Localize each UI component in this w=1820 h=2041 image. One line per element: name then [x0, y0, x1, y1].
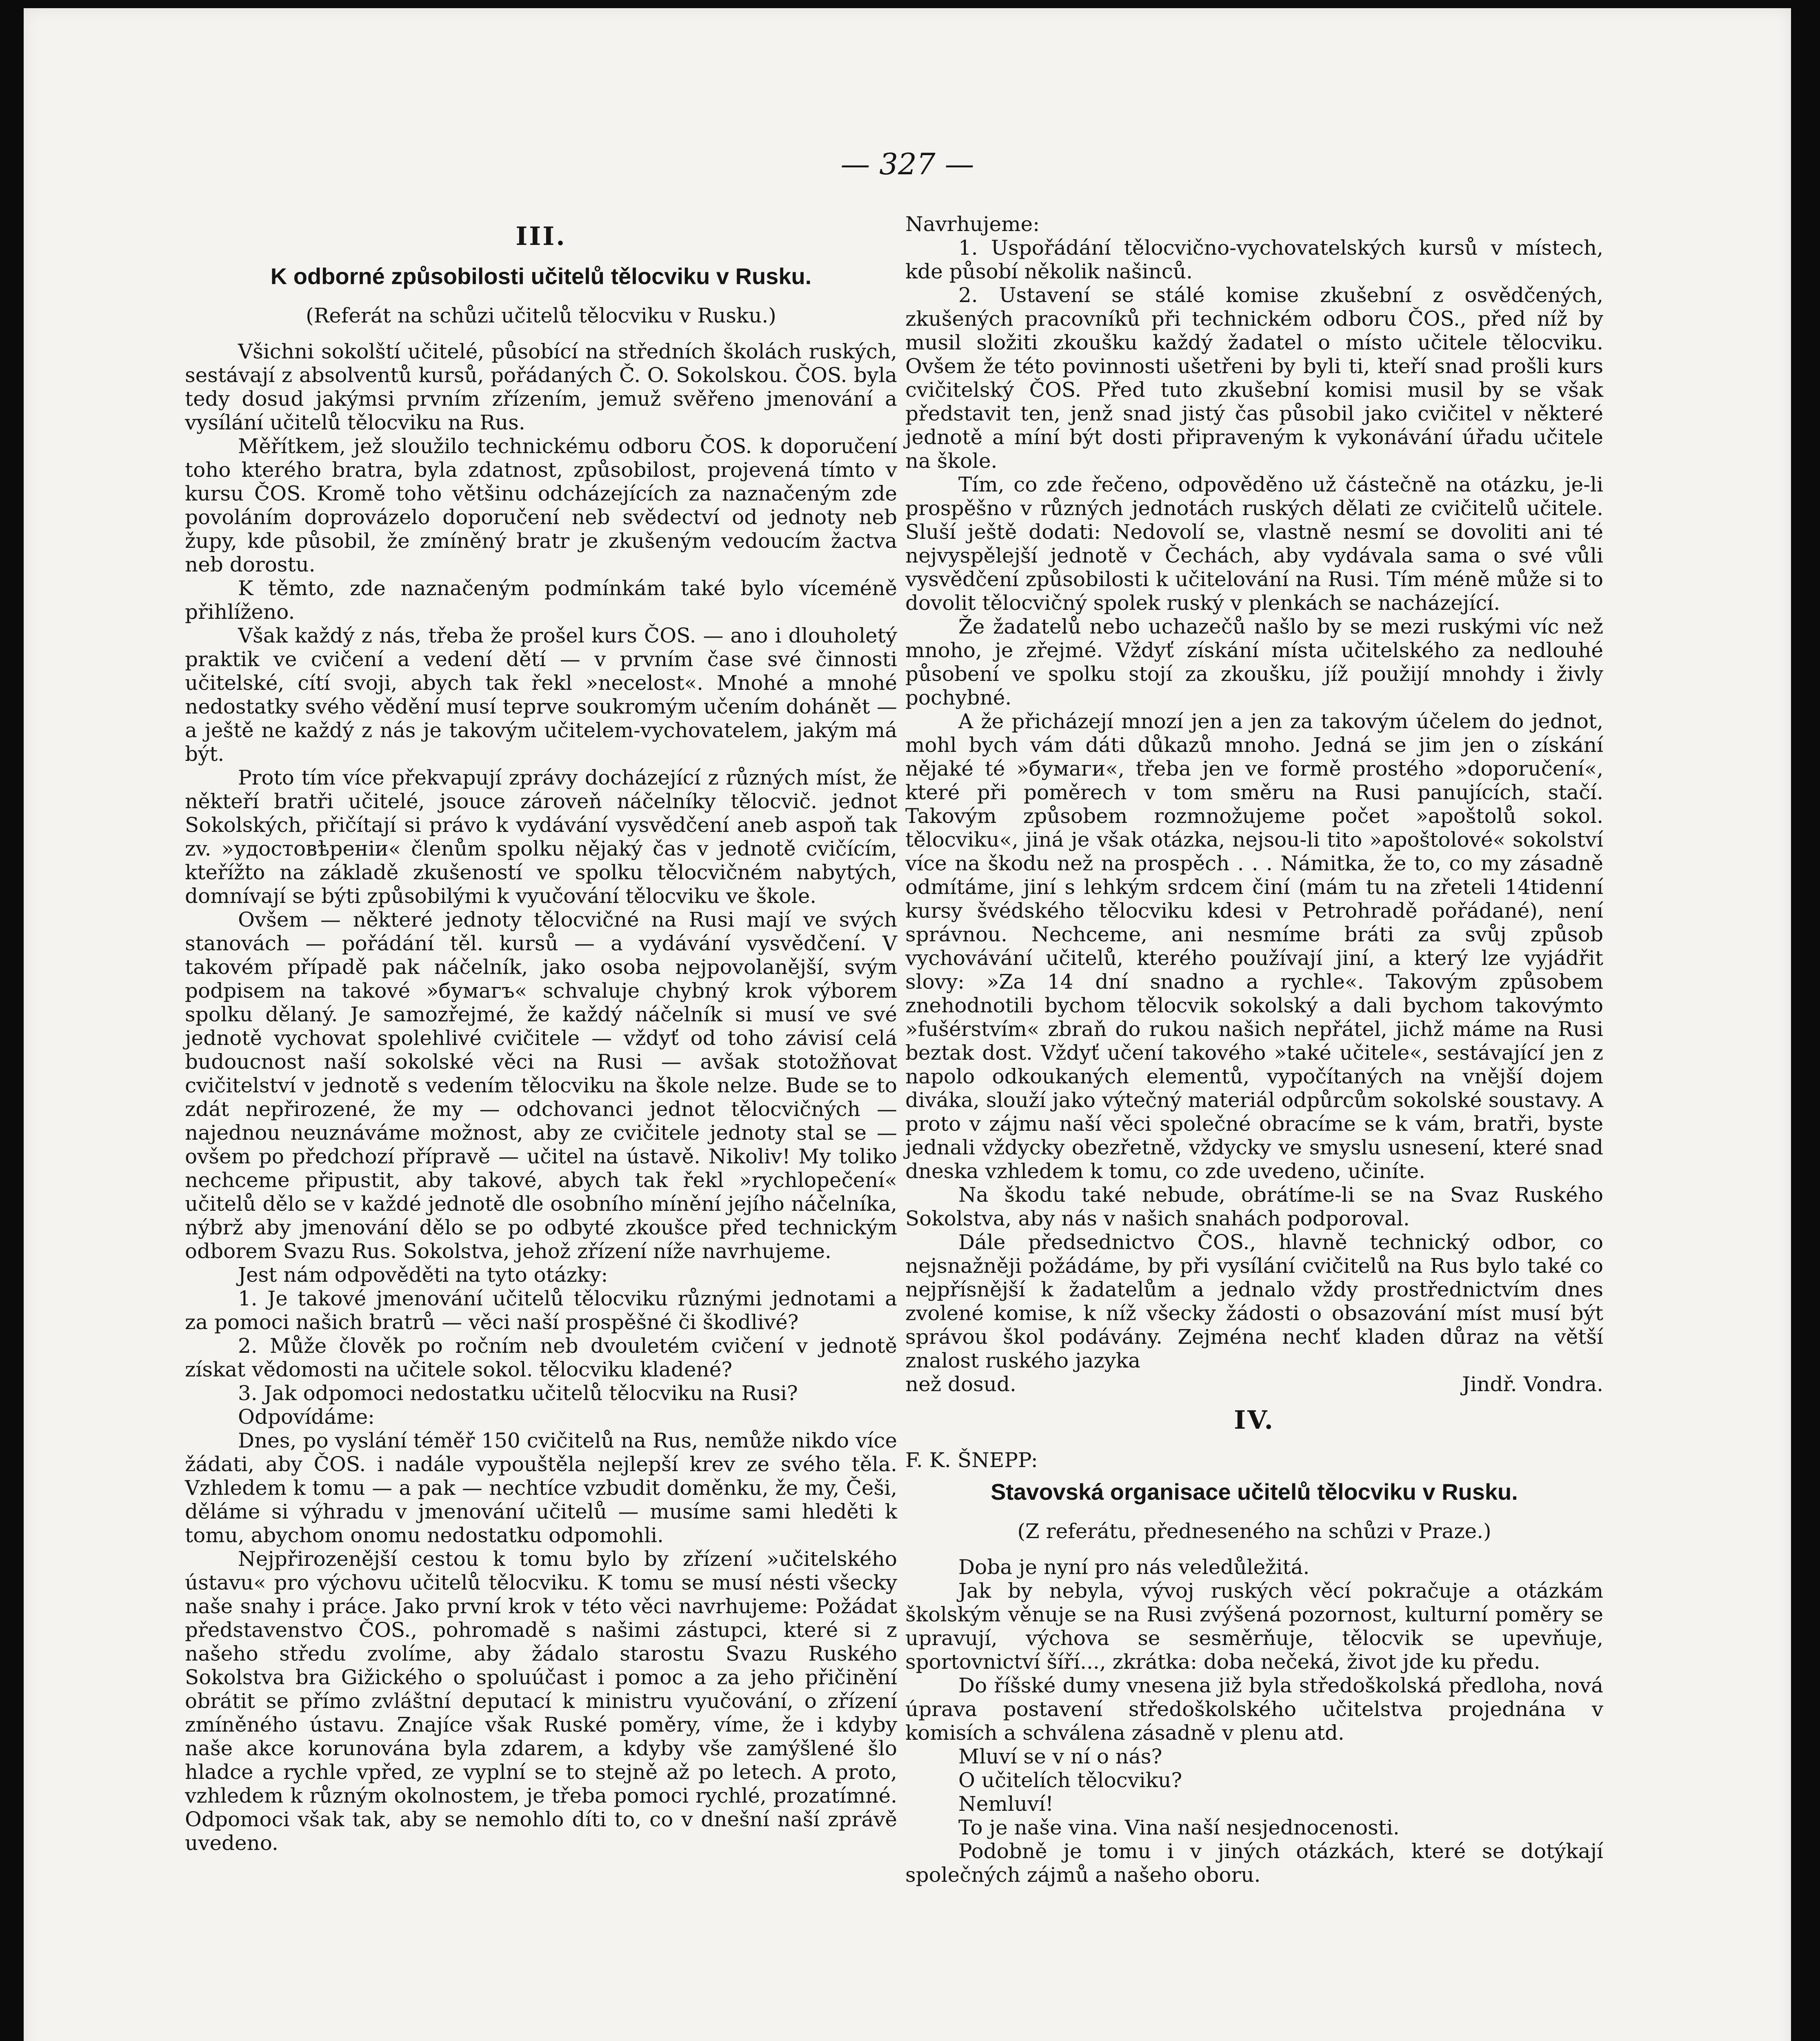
section-number-4: IV.: [1234, 1405, 1275, 1435]
paragraph: Do říšské dumy vnesena již byla středoškolská předloha, nová úprava postavení středoškolského učitelstva projednána v komisích a schválena zásadně v plenu atd.: [905, 1674, 1603, 1745]
paragraph: Jak by nebyla, vývoj ruských věcí pokračuje a otázkám školským věnuje se na Rusi zvýšená pozornost, kulturní poměry se upravují, výchova se sesměrňuje, tělocvik se upevňuje, sportovnictví šíří..., zkrátka: doba nečeká, život jde ku předu.: [905, 1579, 1603, 1674]
paragraph: A že přicházejí mnozí jen a jen za takovým účelem do jednot, mohl bych vám dáti důkazů mnoho. Jedná se jim jen o získání nějaké té »бумаги«, třeba jen ve formě prostého »doporučení«, které při poměrech v tom směru na Rusi panujících, stačí. Takovým způsobem rozmnožujeme počet »apoštolů sokol. tělocviku«, jiná je však otázka, nejsou-li tito »apoštolové« sokolství více na škodu než na prospěch . . . Námitka, že to, co my zásadně odmítáme, jiní s lehkým srdcem činí (mám tu na zřeteli 14tidenní kursy švédského tělocviku kdesi v Petrohradě pořádané), není správnou. Nechceme, ani nesmíme bráti za svůj způsob vychovávání učitelů, kterého používají jiní, a který lze vyjádřit slovy: »Za 14 dní snadno a rychle«. Takovým způsobem znehodnotili bychom tělocvik sokolský a dali bychom takovýmto »fušérstvím« zbraň do rukou našich nepřátel, jichž máme na Rusi beztak dost. Vždyť učení takového »také učitele«, sestávající jen z napolo odkoukaných elementů, vypočítaných na vnější dojem diváka, slouží jako výtečný materiál odpůrcům sokolské soustavy. A proto v zájmu naší věci společné obracíme se k vám, bratři, byste jednali vždycky obezřetně, vždycky ve smyslu usnesení, které snad dneska vzhledem k tomu, co zde uvedeno, učiníte.: [905, 709, 1603, 1183]
paragraph: Tím, co zde řečeno, odpověděno už částečně na otázku, je-li prospěšno v různých jednotách ruských dělati ze cvičitelů učitele. Sluší ještě dodati: Nedovolí se, vlastně nesmí se dovoliti ani té nejvyspělejší jednotě v Čechách, aby vydávala sama o své vůli vysvědčení způsobilosti k učitelování na Rusi. Tím méně může si to dovolit tělocvičný spolek ruský v plenkách se nacházející.: [905, 473, 1603, 615]
paragraph: Měřítkem, jež sloužilo technickému odboru ČOS. k doporučení toho kterého bratra, byla zdatnost, způsobilost, projevená tímto v kursu ČOS. Kromě toho většinu odcházejících za naznačeným zde povoláním doprovázelo doporučení neb svědectví od jednoty neb župy, kde působil, že zmíněný bratr je zkušeným vedoucím žactva neb dorostu.: [185, 434, 897, 576]
article-subtitle-4: (Z referátu, předneseného na schůzi v Praze.): [1017, 1519, 1491, 1543]
page-number: — 327 —: [840, 147, 974, 181]
paragraph: Mluví se v ní o nás?: [958, 1745, 1162, 1768]
proposal-item: 1. Uspořádání tělocvično-vychovatelských kursů v místech, kde působí několik našinců.: [905, 236, 1603, 283]
paragraph: Však každý z nás, třeba že prošel kurs ČOS. — ano i dlouholetý praktik ve cvičení a vedení dětí — v prvním čase své činnosti učitelské, cítí svoji, abych tak řekl »necelost«. Mnohé a mnohé nedostatky svého vědění musí teprve soukromým učením dohánět — a ještě ne každý z nás je takovým učitelem-vychovatelem, jakým má být.: [185, 624, 897, 766]
paragraph: Dnes, po vyslání téměř 150 cvičitelů na Rus, nemůže nikdo více žádati, aby ČOS. i nadále vypouštěla nejlepší krev ze svého těla. Vzhledem k tomu — a pak — nechtíce vzbudit doměnku, že my, Češi, děláme si výhradu v jmenování učitelů — musíme sami hleděti k tomu, abychom onomu nedostatku odpomohli.: [185, 1429, 897, 1547]
closing-text: než dosud.: [905, 1372, 1016, 1396]
paragraph: Odpovídáme:: [238, 1405, 375, 1429]
left-column: [185, 212, 897, 1855]
question-item: 1. Je takové jmenování učitelů tělocviku různými jednotami a za pomoci našich bratrů — věci naší prospěšné či škodlivé?: [185, 1287, 897, 1334]
question-item: 2. Může člověk po ročním neb dvouletém cvičení v jednotě získat vědomosti na učitele sokol. tělocviku kladené?: [185, 1334, 897, 1381]
article-author: F. K. ŠNEPP:: [905, 1448, 1038, 1472]
signature-line: [905, 1372, 1603, 1396]
paragraph: Doba je nyní pro nás veledůležitá.: [958, 1555, 1310, 1579]
signature: Jindř. Vondra.: [1462, 1372, 1603, 1396]
right-column: [905, 212, 1603, 1887]
paragraph: Podobně je tomu i v jiných otázkách, které se dotýkají společných zájmů a našeho oboru.: [905, 1839, 1603, 1887]
paragraph: Navrhujeme:: [905, 212, 1040, 236]
paragraph: O učitelích tělocviku?: [958, 1768, 1182, 1792]
paragraph: Dále předsednictvo ČOS., hlavně technický odbor, co nejsnažněji požádáme, by při vysílání cvičitelů na Rus bylo také co nejpřísnější k žadatelům a jednalo vždy prostřednictvím dnes zvolené komise, k níž všecky žádosti o obsazování míst musí být správou škol podávány. Zejména nechť kladen důraz na větší znalost ruského jazyka: [905, 1230, 1603, 1372]
article-title-4: Stavovská organisace učitelů tělocviku v Rusku.: [991, 1479, 1518, 1505]
paragraph: Jest nám odpověděti na tyto otázky:: [238, 1263, 608, 1287]
article-title-3: K odborné způsobilosti učitelů tělocviku v Rusku.: [270, 263, 812, 289]
article-subtitle-3: (Referát na schůzi učitelů tělocviku v Rusku.): [306, 304, 776, 327]
paragraph: Všichni sokolští učitelé, působící na středních školách ruských, sestávají z absolventů kursů, pořádaných Č. O. Sokolskou. ČOS. byla tedy dosud jakýmsi prvním zřízením, jemuž svěřeno jmenování a vysílání učitelů tělocviku na Rus.: [185, 340, 897, 434]
document-page: [24, 8, 1791, 2041]
proposal-item: 2. Ustavení se stálé komise zkušební z osvědčených, zkušených pracovníků při technickém odboru ČOS., před níž by musil složiti zkoušku každý žadatel o místo učitele tělocviku. Ovšem že této povinnosti ušetřeni by byli ti, kteří snad prošli kurs cvičitelský ČOS. Před tuto zkušební komisi musil by se však představit ten, jenž snad jistý čas působil jako cvičitel v některé jednotě a míní být dosti připraveným k vykonávání úřadu učitele na škole.: [905, 283, 1603, 473]
paragraph: K těmto, zde naznačeným podmínkám také bylo víceméně přihlíženo.: [185, 576, 897, 624]
paragraph: Na škodu také nebude, obrátíme-li se na Svaz Ruského Sokolstva, aby nás v našich snahách podporoval.: [905, 1183, 1603, 1230]
paragraph: Nemluví!: [958, 1792, 1054, 1816]
paragraph: To je naše vina. Vina naší nesjednocenosti.: [958, 1816, 1400, 1839]
paragraph: Ovšem — některé jednoty tělocvičné na Rusi mají ve svých stanovách — pořádání těl. kursů — a vydávání vysvědčení. V takovém případě pak náčelník, jako osoba nejpovolanější, svým podpisem na takové »бумагъ« schvaluje chybný krok výborem spolku dělaný. Je samozřejmé, že každý náčelník si musí ve své jednotě vychovat spolehlivé cvičitele — vždyť od toho závisí celá budoucnost naší sokolské věci na Rusi — avšak stotožňovat cvičitelství v jednotě s vedením tělocviku na škole nelze. Bude se to zdát nepřirozené, že my — odchovanci jednot tělocvičných — najednou neuznáváme možnost, aby ze cvičitele jednoty stal se — ovšem po předchozí přípravě — učitel na ústavě. Nikoliv! My toliko nechceme připustit, aby takové, abych tak řekl »rychlopečení« učitelů dělo se v každé jednotě dle osobního mínění jejího náčelníka, nýbrž aby jmenování dělo se po odbyté zkoušce před technickým odborem Svazu Rus. Sokolstva, jehož zřízení níže navrhujeme.: [185, 908, 897, 1263]
paragraph: Nejpřirozenější cestou k tomu bylo by zřízení »učitelského ústavu« pro výchovu učitelů tělocviku. K tomu se musí nésti všecky naše snahy i práce. Jako první krok v této věci navrhujeme: Požádat představenstvo ČOS., pohromadě s našimi zástupci, které si z našeho středu zvolíme, aby žádalo starostu Svazu Ruského Sokolstva bra Gižického o spoluúčast i pomoc a za jeho přičinění obrátit se přímo zvláštní deputací k ministru vyučování, o zřízení zmíněného ústavu. Znajíce však Ruské poměry, víme, že i kdyby naše akce korunována byla zdarem, a kdyby vše zamýšlené šlo hladce a rychle vpřed, ze vyplní se to stejně až po letech. A proto, vzhledem k různým okolnostem, je třeba pomoci rychlé, prozatímné. Odpomoci však tak, aby se nemohlo díti to, co v dnešní naší zprávě uvedeno.: [185, 1547, 897, 1855]
paragraph: Proto tím více překvapují zprávy docházející z různých míst, že někteří bratři učitelé, jsouce zároveň náčelníky tělocvič. jednot Sokolských, přičítají si právo k vydávání vysvědčení aneb aspoň tak zv. »удостовѣренiи« členům spolku nějaký čas v jednotě cvičícím, kteřížto na základě zkušeností ve spolku tělocvičném nabytých, domnívají se býti způsobilými k vyučování tělocviku ve škole.: [185, 766, 897, 908]
paragraph: Že žadatelů nebo uchazečů našlo by se mezi ruskými víc než mnoho, je zřejmé. Vždyť získání místa učitelského za nedlouhé působení ve spolku stojí za zkoušku, jíž použijí mnohdy i živly pochybné.: [905, 615, 1603, 709]
section-number-3: III.: [516, 221, 567, 251]
question-item: 3. Jak odpomoci nedostatku učitelů tělocviku na Rusi?: [238, 1381, 798, 1405]
